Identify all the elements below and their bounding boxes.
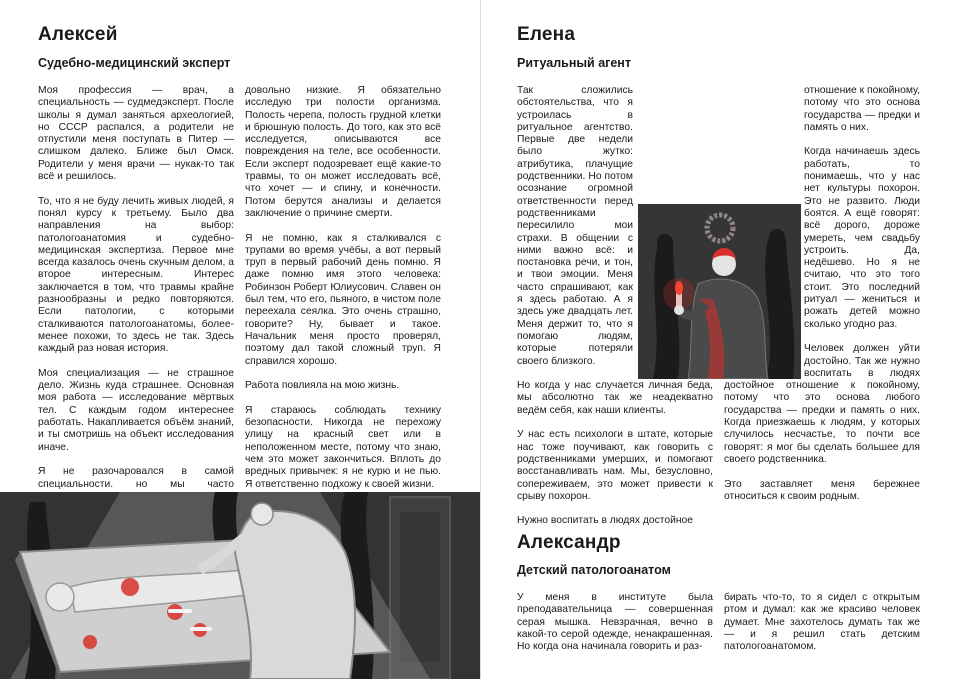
paragraph: Я не помню, как я сталкивался с трупами во время учёбы, а вот первый труп в первый рабочий день помню. Я даже помню имя этого человека: Робинзон Роберт Юлиусович. Славен он был тем, что его, пьяного, в чистом поле переехала сеялка. Это очень страшно, говорите? Ну, бывает и такое. Начальник меня просто проверял, поэтому дал такой сложный труп. Я справился хорошо. — [245, 232, 441, 367]
paragraph: отношение к покойному, потому что это основа государства — предки и память о них. — [804, 85, 920, 133]
paragraph: То, что я не буду лечить живых людей, я понял курсу к третьему. Было два направления на выбор: патологоанатомия и судебно-медицинская экспертиза. Первое мне всегда казалось очень скучным делом, а второе интересным. Интерес заключается в том, что травмы крайне разнообразны и редко повторяются. Если патологии, с которыми сталкиваются патологоанатомы, более-менее похожи, то здесь не так. Здесь каждый раз новая история. — [38, 195, 234, 355]
paragraph: Моя специализация — не страшное дело. Жизнь куда страшнее. Основная моя работа — исследование мёртвых тел. С каждым годом интереснее работать. Накапливается объём знаний, и ты смотришь на объект исследования иначе. — [38, 367, 234, 453]
paragraph: Так сложились обстоятельства, что я устроилась в ритуальное агентство. Первые две недели было жутко: атрибутика, плачущие родственники. Но потом осознание огромной ответственности перед родственниками пересилило мои страхи. В общении с ними важно всё: и постановка речи, и тон, и твои эмоции. Меня часто спрашивают, как я здесь работаю. А я здесь уже двадцать лет. Меня держит то, что я помогаю людям, которые потеряли своего близкого. — [517, 85, 633, 367]
paragraph: Я стараюсь соблюдать технику безопасности. Никогда не перехожу улицу на красный свет или в неположенном месте, потому что знаю, чем это может закончиться. Вплоть до вредных привычек: я не курю и не пью. Я ответственно подхожу к своей жизни. — [245, 404, 441, 490]
aleksey-name-heading: Алексей — [38, 24, 118, 45]
paragraph: Человек должен уйти достойно. Так же нужно воспитать в людях достойное отношение к покойному, потому что это основа любого государства — предки и память о них. Когда приезжаешь к людям, у которых случилось несчастье, то почти все говорят: я мог бы сделать большее для своего родственника. — [724, 343, 920, 465]
paragraph: Моя профессия — врач, а специальность — судмедэксперт. После школы я думал заняться археологией, но СССР распался, а родители не отпустили меня поступать в Питер — слишком далеко. Ближе был Омск. Родители у меня врачи — нукак-то так всё и решилось. — [38, 85, 234, 183]
paragraph: Нужно воспитать в людях достойное — [517, 515, 693, 527]
aleksey-text-column-2 — [245, 85, 441, 491]
paragraph: У нас есть психологи в штате, которые нас тоже поучивают, как говорить с родственниками умерших, и помогают восстанавливать нам. Мы, безусловно, сопереживаем, это может привести к срыву похорон. — [517, 429, 713, 502]
morgue-illustration — [0, 492, 480, 679]
elena-name-heading: Елена — [517, 24, 576, 45]
paragraph: бирать что-то, то я сидел с открытым ртом и думал: как же красиво человек думает. Мне захотелось думать так же — и я решил стать детским патологоанатомом. — [724, 592, 920, 653]
paragraph: довольно низкие. Я обязательно исследую три полости организма. Полость черепа, полость грудной клетки и брюшную полость. До того, как это всё исследуется, описываются все повреждения на теле, все особенности. Если эксперт подозревает ещё какие-то травмы, то он может исследовать всё, что хочет — и спину, и конечности. Потом берутся анализы и делается заключение о причине смерти. — [245, 85, 441, 219]
aleksey-text-column-1 — [38, 85, 234, 515]
paragraph: Это заставляет меня бережнее относиться к своим родным. — [724, 478, 920, 502]
paragraph: Но когда у нас случается личная беда, мы абсолютно так же неадекватно ведём себя, как наши клиенты. — [517, 380, 713, 416]
elena-role-subheading: Ритуальный агент — [517, 56, 631, 70]
paragraph: Я не разочаровался в самой специальности. но мы часто — [38, 466, 234, 490]
paragraph: У меня в институте была преподавательница — совершенная серая мышка. Невзрачная, вечно в какой-то серой одежде, ненакрашенная. Но когда она начинала говорить и раз- — [517, 592, 713, 653]
right-page — [481, 0, 960, 679]
paragraph: Когда начинаешь здесь работать, то понимаешь, что у нас нет культуры похорон. Это не развито. Люди боятся. А ещё говорят: всё дорого, дороже умереть, чем свадьбу устроить. Да, недёшево. Но я не считаю, что это того стоит. Это последний ритуал — жениться и рожать детей можно сколько угодно раз. — [804, 146, 920, 330]
alexandr-role-subheading: Детский патологоанатом — [517, 563, 671, 577]
paragraph: Работа повлияла на мою жизнь. — [245, 380, 400, 392]
alexandr-name-heading: Александр — [517, 532, 621, 553]
alexandr-text-column-2 — [724, 592, 920, 653]
aleksey-role-subheading: Судебно-медицинский эксперт — [38, 56, 231, 70]
ritual-agent-illustration — [638, 204, 801, 379]
alexandr-text-column-1 — [517, 592, 713, 653]
